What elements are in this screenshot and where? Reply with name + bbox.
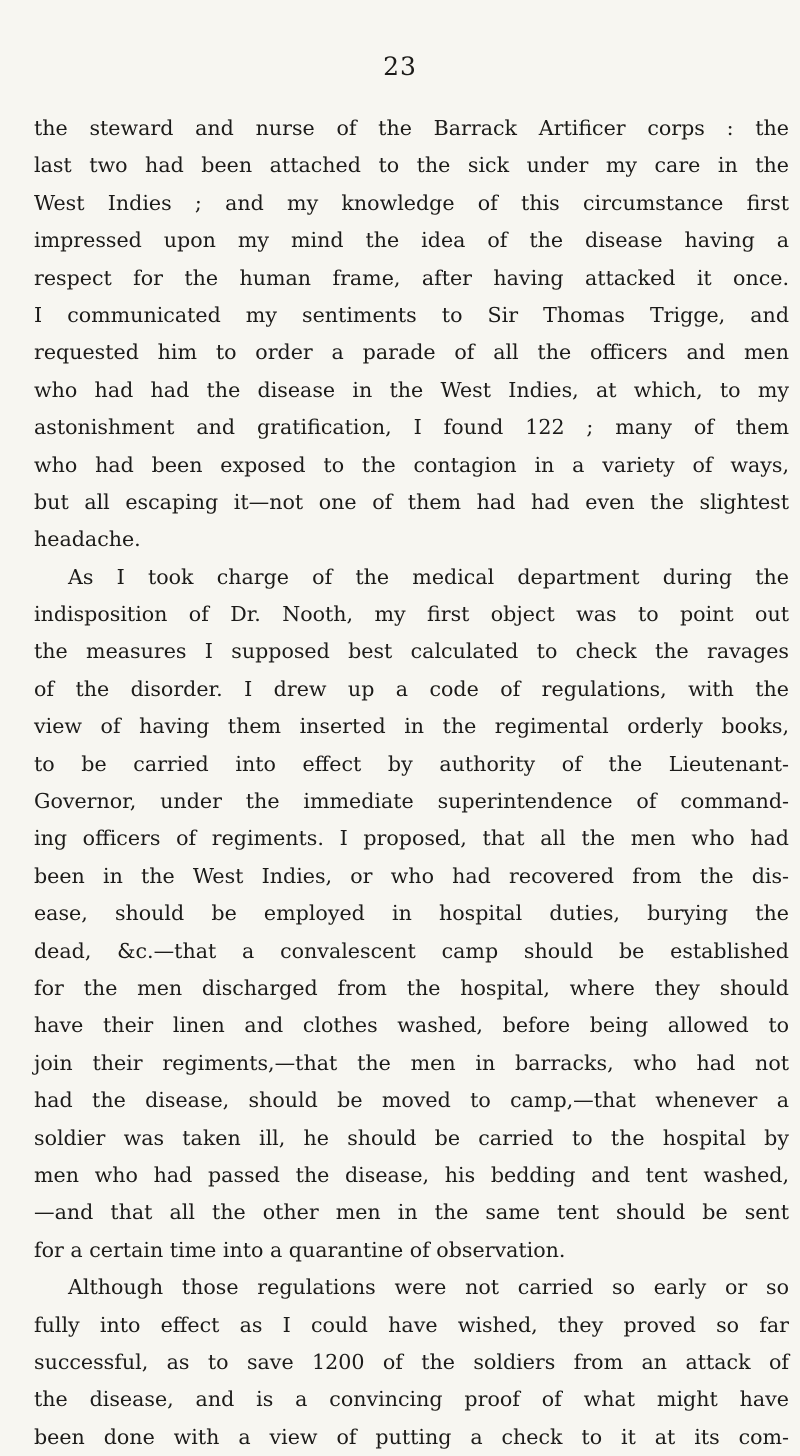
text-line: last two had been attached to the sick under my care in the	[34, 153, 789, 178]
text-line: fully into effect as I could have wished, they proved so far	[34, 1312, 789, 1337]
text-line: ease, should be employed in hospital duties, burying the	[34, 901, 789, 926]
text-line: for a certain time into a quarantine of observation.	[34, 1237, 566, 1262]
text-line: the measures I supposed best calculated to check the ravages	[34, 639, 789, 664]
text-line: requested him to order a parade of all the officers and men	[34, 340, 789, 365]
text-line: join their regiments,—that the men in barracks, who had not	[34, 1050, 789, 1075]
text-line: view of having them inserted in the regimental orderly books,	[34, 714, 789, 739]
text-line: soldier was taken ill, he should be carried to the hospital by	[34, 1125, 789, 1150]
text-line: ing officers of regiments. I proposed, that all the men who had	[34, 826, 789, 851]
text-line: Governor, under the immediate superintendence of command-	[34, 789, 789, 814]
text-line: headache.	[34, 527, 141, 552]
text-line: the disease, and is a convincing proof of what might have	[34, 1387, 789, 1412]
text-line: dead, &c.—that a convalescent camp should be established	[34, 938, 789, 963]
text-line: who had been exposed to the contagion in a variety of ways,	[34, 452, 789, 477]
text-line: —and that all the other men in the same tent should be sent	[34, 1200, 789, 1225]
text-line: impressed upon my mind the idea of the disease having a	[34, 228, 789, 253]
text-line: been in the West Indies, or who had recovered from the dis-	[34, 863, 789, 888]
text-line: who had had the disease in the West Indies, at which, to my	[34, 377, 789, 402]
page-number: 23	[383, 52, 417, 81]
text-line: of the disorder. I drew up a code of regulations, with the	[34, 676, 789, 701]
text-line: the steward and nurse of the Barrack Artificer corps : the	[34, 116, 789, 140]
text-line: to be carried into effect by authority of the Lieutenant-	[34, 751, 789, 776]
body-text	[34, 110, 789, 1456]
text-line: astonishment and gratification, I found 122 ; many of them	[34, 415, 789, 440]
text-line: indisposition of Dr. Nooth, my first object was to point out	[34, 602, 789, 627]
text-line: I communicated my sentiments to Sir Thomas Trigge, and	[34, 302, 789, 327]
text-line: had the disease, should be moved to camp,—that whenever a	[34, 1088, 789, 1113]
text-line: been done with a view of putting a check to it at its com-	[34, 1424, 789, 1449]
text-line: successful, as to save 1200 of the soldiers from an attack of	[34, 1349, 789, 1374]
paragraph-start-line: As I took charge of the medical department during the	[68, 564, 789, 589]
paragraph-start-line: Although those regulations were not carried so early or so	[68, 1275, 789, 1300]
text-line: for the men discharged from the hospital, where they should	[34, 975, 789, 1000]
text-line: but all escaping it—not one of them had had even the slightest	[34, 489, 789, 514]
text-line: respect for the human frame, after having attacked it once.	[34, 265, 789, 290]
text-line: men who had passed the disease, his bedding and tent washed,	[34, 1162, 789, 1187]
text-line: West Indies ; and my knowledge of this circumstance first	[34, 190, 789, 215]
text-line: have their linen and clothes washed, before being allowed to	[34, 1013, 789, 1038]
